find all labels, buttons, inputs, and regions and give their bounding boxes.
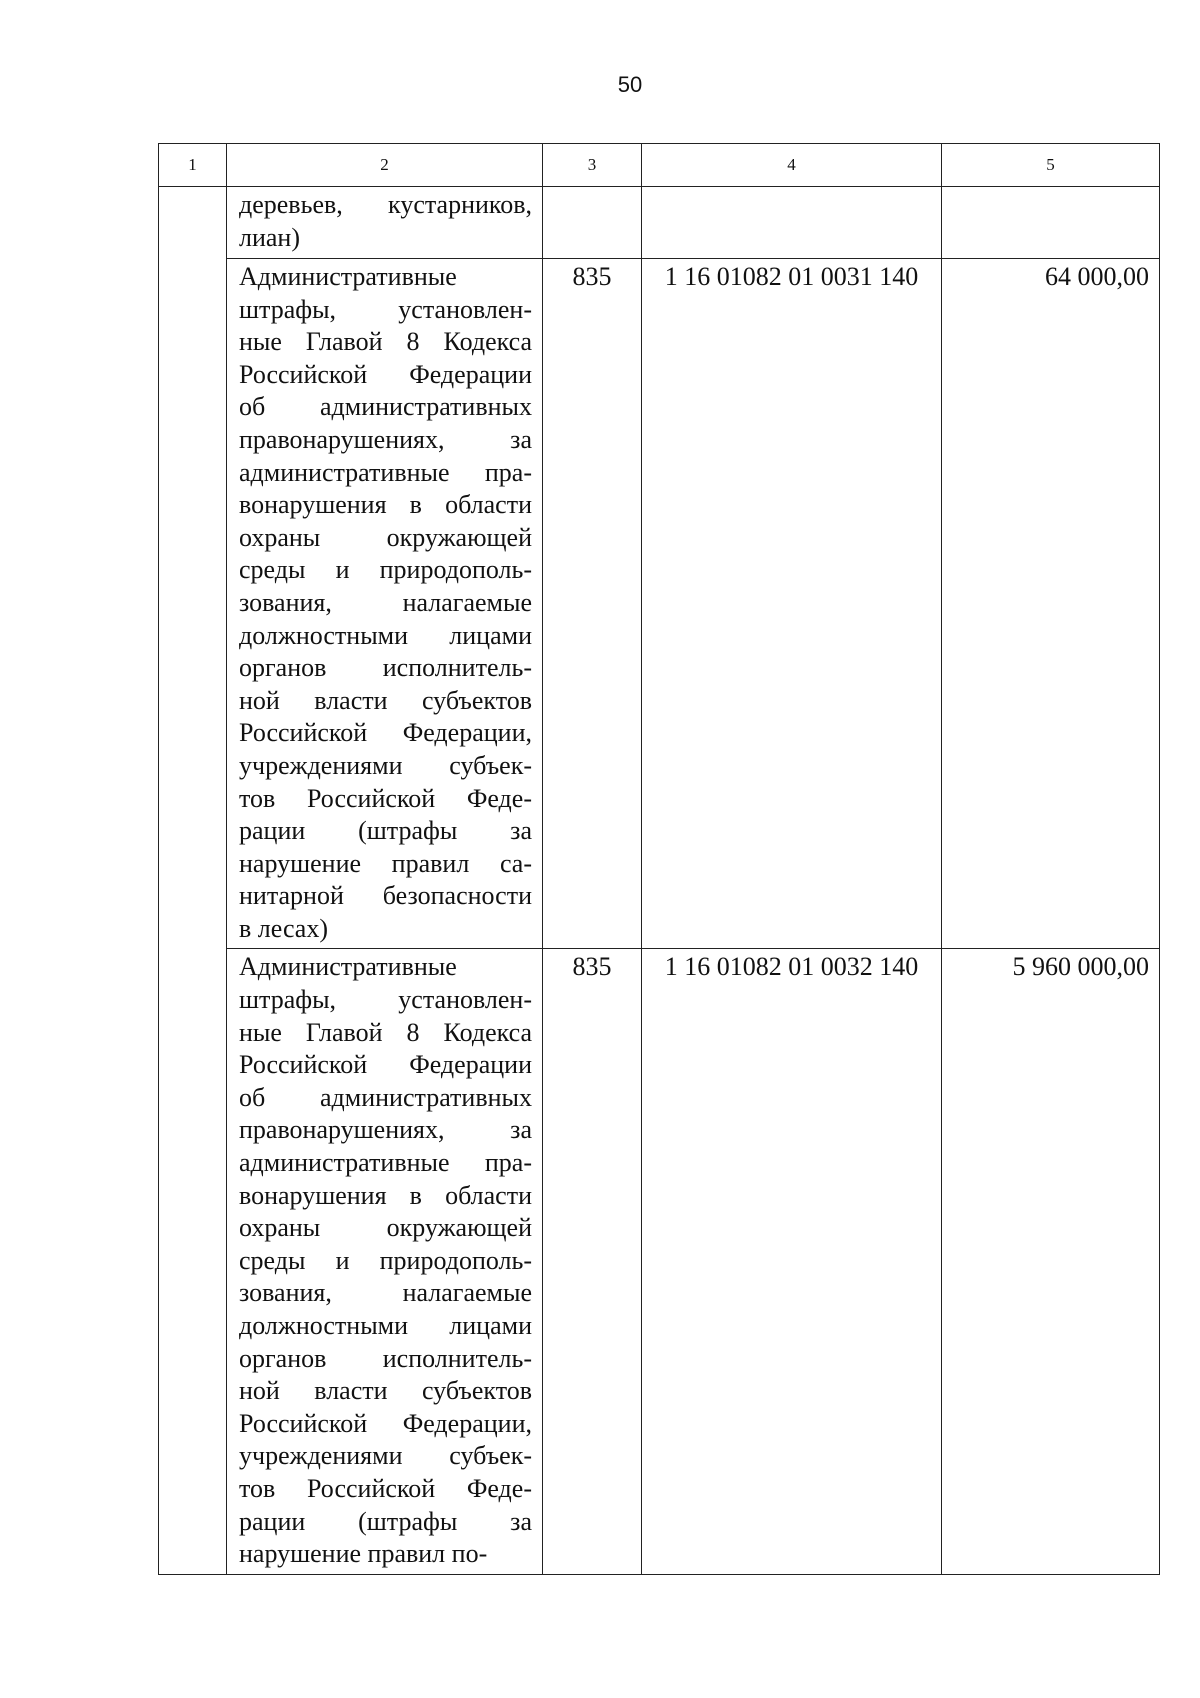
budget-code-cell (642, 259, 942, 949)
description-line: среды и природополь- (239, 1245, 532, 1275)
description-cell (227, 949, 543, 1574)
amount-cell (942, 259, 1160, 949)
budget-code-cell (642, 949, 942, 1574)
description-line: нарушение правил са- (239, 848, 532, 878)
description-line: административные пра- (239, 457, 532, 487)
description-line: рации (штрафы за (239, 816, 532, 846)
table-header-row (159, 144, 1160, 187)
description-line: охраны окружающей (239, 1213, 532, 1243)
description-line: Российской Федерации (239, 1050, 532, 1080)
description-line: правонарушениях, за (239, 424, 532, 454)
admin-code-cell (543, 949, 642, 1574)
description-line: вонарушения в области (239, 490, 532, 520)
description-line: должностными лицами (239, 620, 532, 650)
description-line: Российской Федерации (239, 359, 532, 389)
description-line: органов исполнитель- (239, 1343, 532, 1373)
description-cell (227, 187, 543, 259)
column-header: 4 (642, 144, 942, 187)
description-line: лиан) (239, 222, 301, 252)
description-line: ные Главой 8 Кодекса (239, 327, 532, 357)
description-line: Российской Федерации, (239, 1408, 532, 1438)
description-line: тов Российской Феде- (239, 1473, 532, 1503)
budget-classification-code: 1 16 01082 01 0031 140 (664, 262, 919, 291)
revenue-table (158, 143, 1160, 1575)
amount-cell (942, 949, 1160, 1574)
description-cell (227, 259, 543, 949)
description-text (227, 949, 542, 1573)
description-line: ной власти субъектов (239, 1376, 532, 1406)
description-line: учреждениями субъек- (239, 1441, 532, 1471)
description-line: должностными лицами (239, 1311, 532, 1340)
admin-code: 835 (572, 952, 612, 982)
description-line: среды и природополь- (239, 555, 532, 585)
description-line: об административных (239, 1082, 532, 1112)
description-line: Российской Федерации, (239, 718, 532, 748)
admin-code: 835 (572, 262, 612, 291)
description-line: Административные (239, 262, 457, 291)
description-line: деревьев, кустарников, (239, 190, 532, 219)
description-line: вонарушения в области (239, 1180, 532, 1210)
description-line: штрафы, установлен- (239, 985, 532, 1015)
description-line: Административные (239, 952, 457, 982)
description-line: учреждениями субъек- (239, 750, 532, 780)
amount: 64 000,00 (1045, 262, 1149, 291)
description-text (227, 259, 542, 948)
description-line: в лесах) (239, 913, 328, 943)
column-header: 3 (543, 144, 642, 187)
amount-cell (942, 187, 1160, 259)
row-number-cell (159, 187, 227, 1575)
table-row (159, 949, 1160, 1574)
table-row (159, 259, 1160, 949)
description-line: рации (штрафы за (239, 1506, 532, 1536)
description-line: охраны окружающей (239, 522, 532, 552)
description-line: штрафы, установлен- (239, 294, 532, 324)
page-number: 50 (617, 72, 643, 97)
budget-code-cell (642, 187, 942, 259)
amount: 5 960 000,00 (1012, 952, 1149, 982)
column-header: 2 (227, 144, 543, 187)
column-header: 1 (159, 144, 227, 187)
description-line: ной власти субъектов (239, 685, 532, 715)
description-line: органов исполнитель- (239, 653, 532, 683)
description-line: нарушение правил по- (239, 1539, 488, 1569)
budget-classification-code: 1 16 01082 01 0032 140 (664, 952, 919, 982)
description-line: административные пра- (239, 1148, 532, 1178)
description-line: тов Российской Феде- (239, 783, 532, 813)
description-line: нитарной безопасности (239, 881, 532, 911)
table-row-continued (159, 187, 1160, 259)
description-line: правонарушениях, за (239, 1115, 532, 1145)
column-header: 5 (942, 144, 1160, 187)
description-line: ные Главой 8 Кодекса (239, 1017, 532, 1047)
description-line: зования, налагаемые (239, 587, 532, 617)
description-line: об административных (239, 392, 532, 422)
description-text (227, 187, 542, 257)
description-line: зования, налагаемые (239, 1278, 532, 1308)
admin-code-cell (543, 187, 642, 259)
admin-code-cell (543, 259, 642, 949)
